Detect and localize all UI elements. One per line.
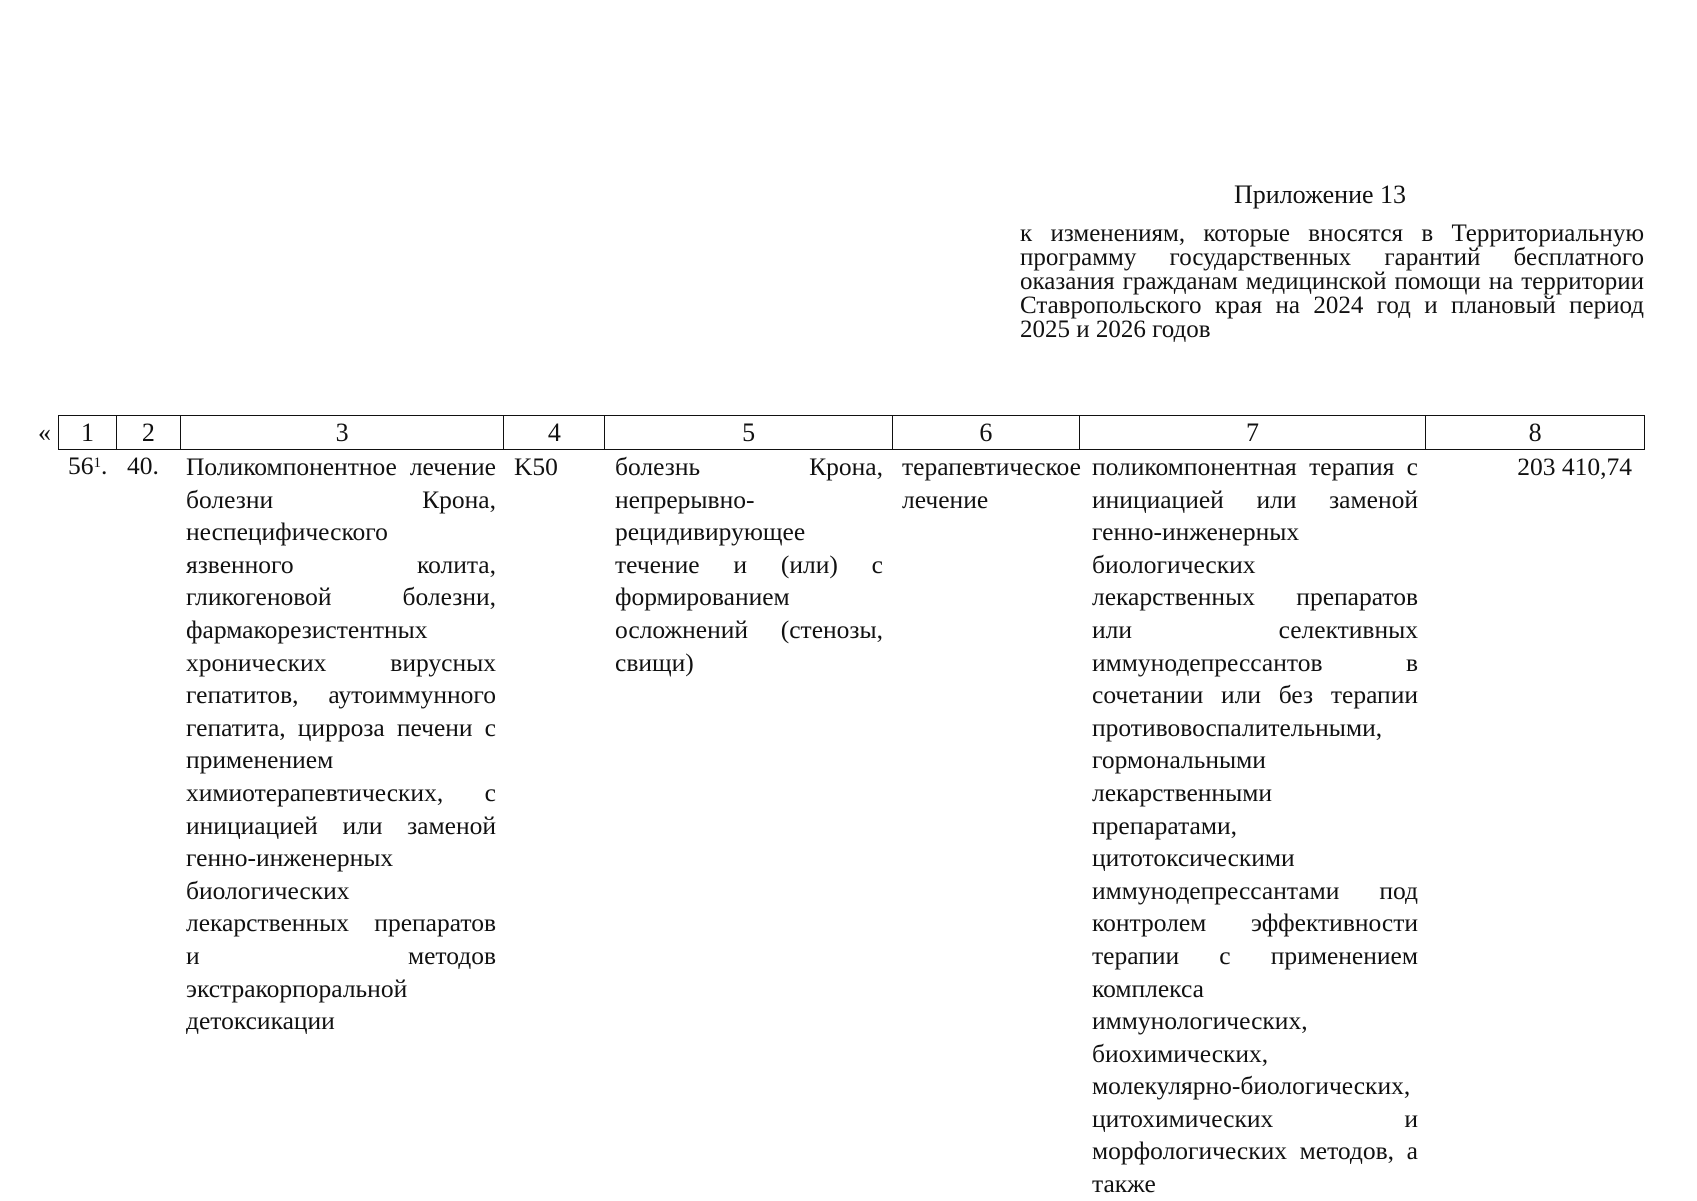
appendix-title: Приложение 13 <box>1234 180 1407 209</box>
column-number-8: 8 <box>1528 418 1542 447</box>
row-cost: 203 410,74 <box>1517 452 1632 481</box>
column-number-6: 6 <box>893 416 1080 449</box>
row-number <box>68 450 107 483</box>
column-number-row <box>58 415 1645 450</box>
column-number-3: 3 <box>181 416 505 449</box>
row-number-main: 56 <box>68 451 94 480</box>
column-number-2: 2 <box>117 416 181 449</box>
row-number-superscript: 1 <box>93 455 101 471</box>
row-treatment-type: терапевтическое лечение <box>902 452 1081 514</box>
row-icd-code: K50 <box>514 452 558 481</box>
column-number-7: 7 <box>1080 416 1427 449</box>
column-number-5: 5 <box>605 416 893 449</box>
column-number-1: 1 <box>59 416 117 449</box>
table-open-quote: « <box>38 418 51 447</box>
row-patient-model: болезнь Крона, непрерывно-рецидивирующее течение и (или) с формированием осложнений (стенозы, свищи) <box>615 452 883 677</box>
row-group-number: 40. <box>127 451 159 480</box>
row-treatment-method: поликомпонентная терапия с инициацией или заменой генно-инженерных биологических лекарственных препаратов или селективных иммунодепрессантов в сочетании или без терапии противовоспалительными, гормональными лекарственными препаратами, цитотоксическими иммунодепрессантами под контролем эффективности терапии с применением комплекса иммунологических, биохимических, молекулярно-биологических, цитохимических и морфологических методов, а также <box>1092 452 1418 1199</box>
column-number-4: 4 <box>504 416 605 449</box>
row-treatment-name: Поликомпонентное лечение болезни Крона, неспецифического язвенного колита, гликогеновой болезни, фармакорезистентных хронических вирусных гепатитов, аутоиммунного гепатита, цирроза печени с применением химиотерапевтических, с инициацией или заменой генно-инженерных биологических лекарственных препаратов и методов экстракорпоральной детоксикации <box>186 452 496 1036</box>
appendix-subtitle: к изменениям, которые вносятся в Территориальную программу государственных гарантий бесплатного оказания гражданам медицинской помощи на территории Ставропольского края на 2024 год и плановый период 2025 и 2026 годов <box>1020 220 1644 343</box>
row-number-suffix: . <box>101 451 108 480</box>
